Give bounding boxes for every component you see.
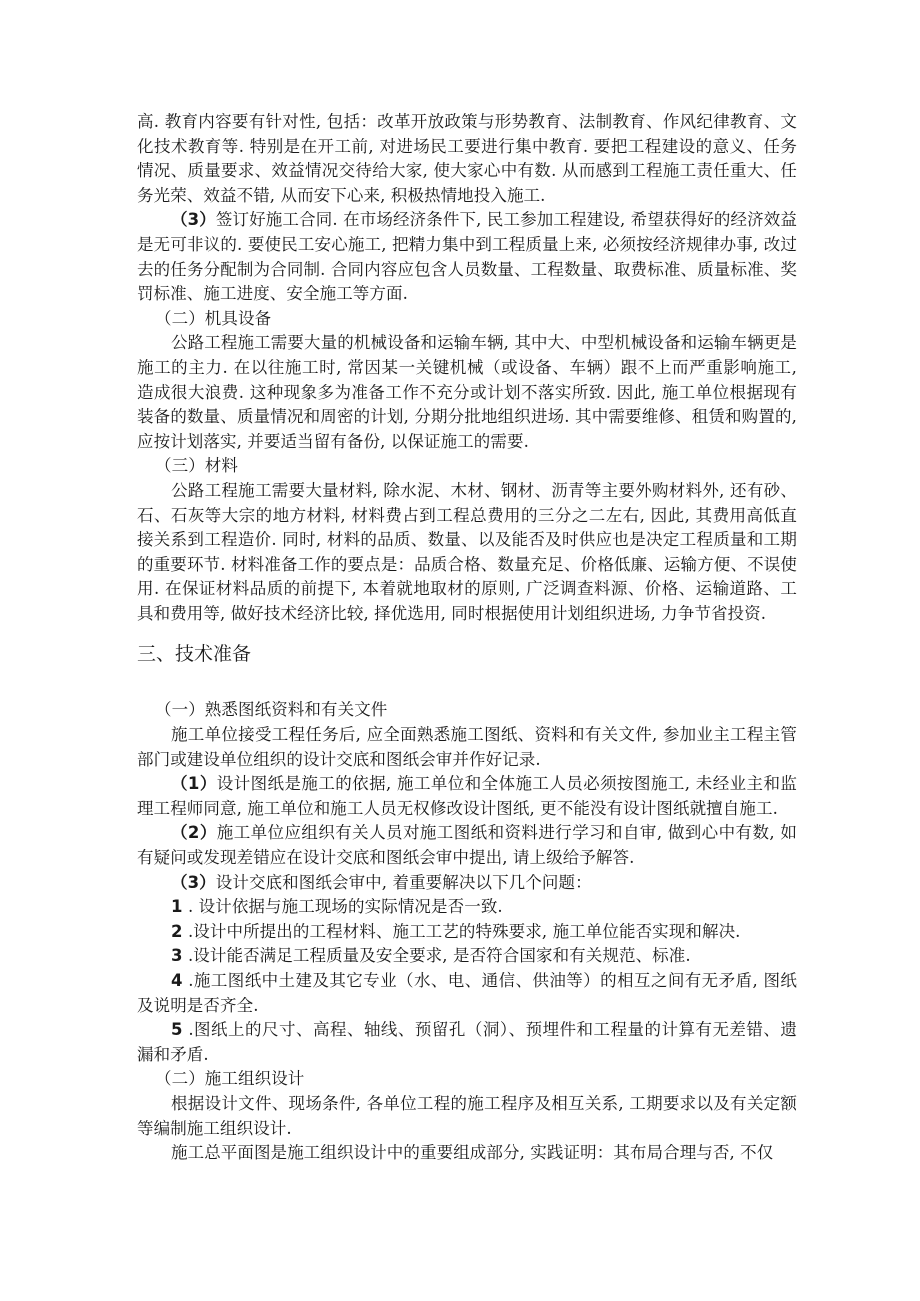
paragraph-text: 设计图纸是施工的依据, 施工单位和全体施工人员必须按图施工, 未经业主和监理工程师同意, 施工单位和施工人员无权修改设计图纸, 更不能没有设计图纸就擅自施工. — [137, 774, 798, 818]
spacer — [137, 668, 797, 698]
paragraph — [137, 772, 797, 821]
list-number: 3 — [171, 946, 183, 966]
spacer — [137, 626, 797, 640]
list-item — [137, 1018, 797, 1067]
list-item — [137, 920, 797, 945]
list-item-text: .施工图纸中土建及其它专业（水、电、通信、供油等）的相互之间有无矛盾, 图纸及说明是否齐全. — [137, 971, 797, 1015]
paragraph: 施工总平面图是施工组织设计中的重要组成部分, 实践证明：其布局合理与否, 不仅 — [171, 1143, 774, 1163]
list-number: （3） — [171, 210, 216, 230]
paragraph: 公路工程施工需要大量材料, 除水泥、木材、钢材、沥青等主要外购材料外, 还有砂、石、石灰等大宗的地方材料, 材料费占到工程总费用的三分之二左右, 因此, 其费用高低直接关系到工程造价. 同时, 材料的品质、数量、以及能否及时供应也是决定工程质量和工期的重要环节. 材料准备工作的要点是：品质合格、数量充足、价格低廉、运输方便、不误使用. 在保证材料品质的前提下, 本着就地取材的原则, 广泛调查料源、价格、运输道路、工具和费用等, 做好技术经济比较, 择优选用, 同时根据使用计划组织进场, 力争节省投资. — [137, 480, 797, 623]
paragraph-text: 设计交底和图纸会审中, 着重要解决以下几个问题： — [215, 872, 592, 892]
list-number: （3） — [171, 872, 216, 892]
list-item-text: . 设计依据与施工现场的实际情况是否一致. — [182, 897, 503, 917]
paragraph: 根据设计文件、现场条件, 各单位工程的施工程序及相互关系, 工期要求以及有关定额等编制施工组织设计. — [137, 1093, 797, 1138]
chapter-heading: 三、技术准备 — [137, 643, 252, 666]
section-heading: （一）熟悉图纸资料和有关文件 — [155, 700, 388, 720]
list-number: （1） — [171, 774, 217, 794]
list-number: 1 — [171, 897, 183, 917]
list-item — [137, 895, 797, 920]
paragraph: 高. 教育内容要有针对性, 包括：改革开放政策与形势教育、法制教育、作风纪律教育、文化技术教育等. 特别是在开工前, 对进场民工要进行集中教育. 要把工程建设的意义、任务情况、质量要求、效益情况交待给大家, 使大家心中有数. 从而感到工程施工责任重大、任务光荣、效益不错, 从而安下心来, 积极热情地投入施工. — [137, 112, 797, 205]
paragraph: 公路工程施工需要大量的机械设备和运输车辆, 其中大、中型机械设备和运输车辆更是施工的主力. 在以往施工时, 常因某一关键机械（或设备、车辆）跟不上而严重影响施工, 造成很大浪费. 这种现象多为准备工作不充分或计划不落实所致. 因此, 施工单位根据现有装备的数量、质量情况和周密的计划, 分期分批地组织进场. 其中需要维修、租赁和购置的, 应按计划落实, 并要适当留有备份, 以保证施工的需要. — [137, 333, 797, 451]
paragraph — [137, 871, 797, 896]
paragraph — [137, 208, 797, 306]
section-heading: （三）材料 — [155, 456, 238, 476]
list-number: 2 — [171, 921, 183, 941]
list-item-text: .设计能否满足工程质量及安全要求, 是否符合国家和有关规范、标准. — [182, 946, 691, 966]
paragraph-text: 施工单位应组织有关人员对施工图纸和资料进行学习和自审, 做到心中有数, 如有疑问或发现差错应在设计交底和图纸会审中提出, 请上级给予解答. — [137, 823, 798, 868]
section-heading: （二）施工组织设计 — [155, 1069, 305, 1089]
list-item — [137, 969, 797, 1018]
list-number: 4 — [171, 971, 183, 990]
paragraph-text: 签订好施工合同. 在市场经济条件下, 民工参加工程建设, 希望获得好的经济效益是无可非议的. 要使民工安心施工, 把精力集中到工程质量上来, 必须按经济规律办事, 改过去的任务分配制为合同制. 合同内容应包含人员数量、工程数量、取费标准、质量标准、奖罚标准、施工进度、安全施工等方面. — [137, 210, 797, 304]
list-item-text: .图纸上的尺寸、高程、轴线、预留孔（洞）、预埋件和工程量的计算有无差错、遗漏和矛盾. — [137, 1020, 797, 1064]
list-item — [137, 944, 797, 969]
list-item-text: .设计中所提出的工程材料、施工工艺的特殊要求, 施工单位能否实现和解决. — [182, 921, 741, 941]
document-page — [137, 110, 797, 1166]
paragraph: 施工单位接受工程任务后, 应全面熟悉施工图纸、资料和有关文件, 参加业主工程主管部门或建设单位组织的设计交底和图纸会审并作好记录. — [137, 725, 797, 769]
list-number: （2） — [171, 823, 217, 843]
paragraph — [137, 821, 797, 870]
section-heading: （二）机具设备 — [155, 308, 272, 328]
list-number: 5 — [171, 1020, 183, 1040]
